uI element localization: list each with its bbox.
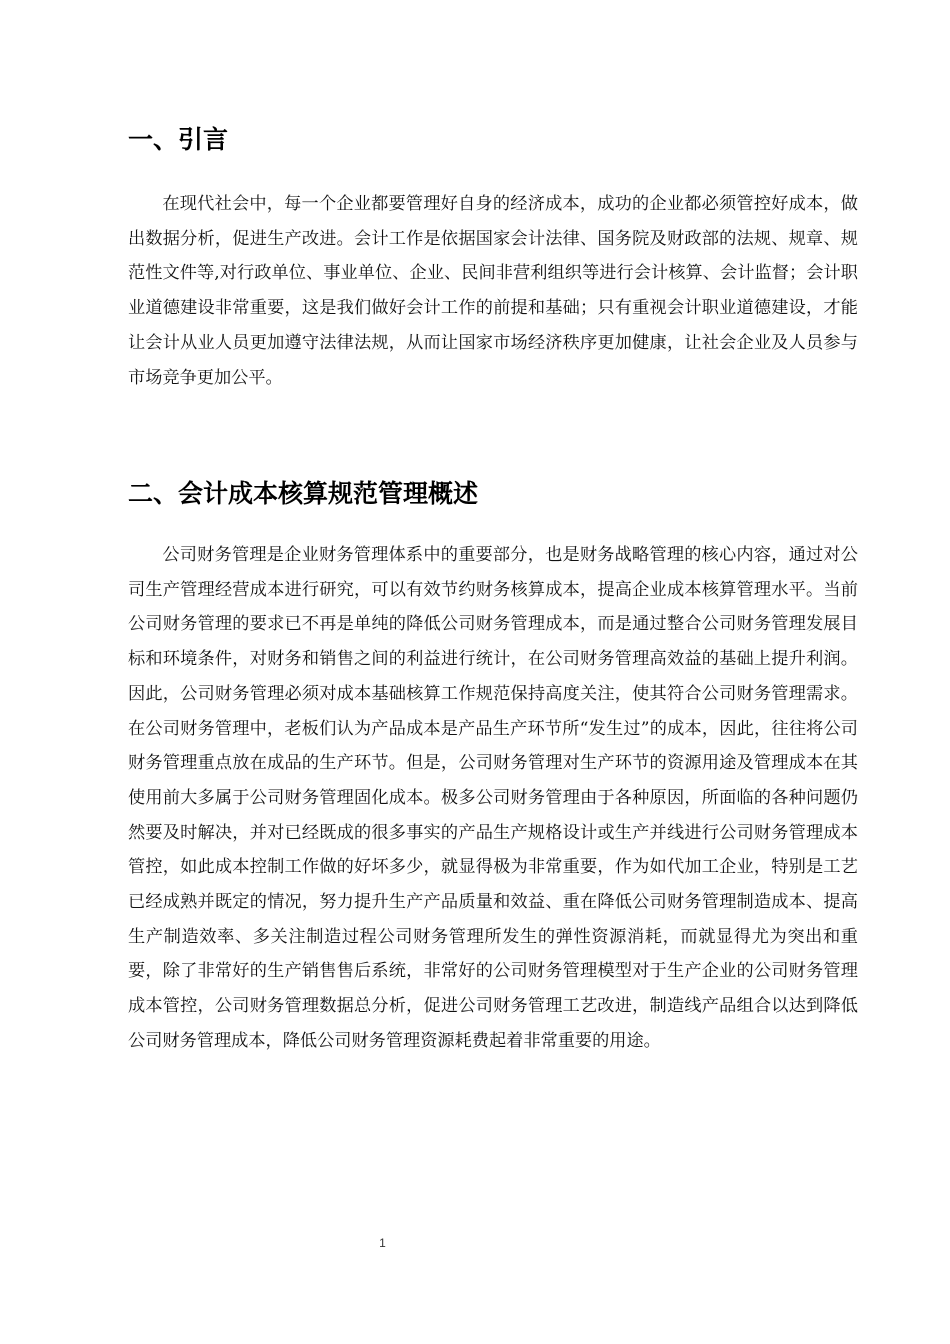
- page-number: 1: [379, 1236, 386, 1250]
- section-heading-introduction: 一、引言: [128, 125, 229, 154]
- section-paragraph-cost-accounting-overview: 公司财务管理是企业财务管理体系中的重要部分，也是财务战略管理的核心内容，通过对公司生产管理经营成本进行研究，可以有效节约财务核算成本，提高企业成本核算管理水平。当前公司财务管理的要求已不再是单纯的降低公司财务管理成本，而是通过整合公司财务管理发展目标和环境条件，对财务和销售之间的利益进行统计，在公司财务管理高效益的基础上提升利润。因此，公司财务管理必须对成本基础核算工作规范保持高度关注，使其符合公司财务管理需求。在公司财务管理中，老板们认为产品成本是产品生产环节所“发生过”的成本，因此，往往将公司财务管理重点放在成品的生产环节。但是，公司财务管理对生产环节的资源用途及管理成本在其使用前大多属于公司财务管理固化成本。极多公司财务管理由于各种原因，所面临的各种问题仍然要及时解决，并对已经既成的很多事实的产品生产规格设计或生产并线进行公司财务管理成本管控，如此成本控制工作做的好坏多少，就显得极为非常重要，作为如代加工企业，特别是工艺已经成熟并既定的情况，努力提升生产产品质量和效益、重在降低公司财务管理制造成本、提高生产制造效率、多关注制造过程公司财务管理所发生的弹性资源消耗，而就显得尤为突出和重要，除了非常好的生产销售售后系统，非常好的公司财务管理模型对于生产企业的公司财务管理成本管控，公司财务管理数据总分析，促进公司财务管理工艺改进，制造线产品组合以达到降低公司财务管理成本，降低公司财务管理资源耗费起着非常重要的用途。: [128, 545, 858, 1051]
- section-paragraph-introduction: 在现代社会中，每一个企业都要管理好自身的经济成本，成功的企业都必须管控好成本，做出数据分析，促进生产改进。会计工作是依据国家会计法律、国务院及财政部的法规、规章、规范性文件等,对行政单位、事业单位、企业、民间非营利组织等进行会计核算、会计监督；会计职业道德建设非常重要，这是我们做好会计工作的前提和基础；只有重视会计职业道德建设，才能让会计从业人员更加遵守法律法规，从而让国家市场经济秩序更加健康，让社会企业及人员参与市场竞争更加公平。: [128, 194, 858, 388]
- section-heading-cost-accounting-overview: 二、会计成本核算规范管理概述: [128, 479, 479, 508]
